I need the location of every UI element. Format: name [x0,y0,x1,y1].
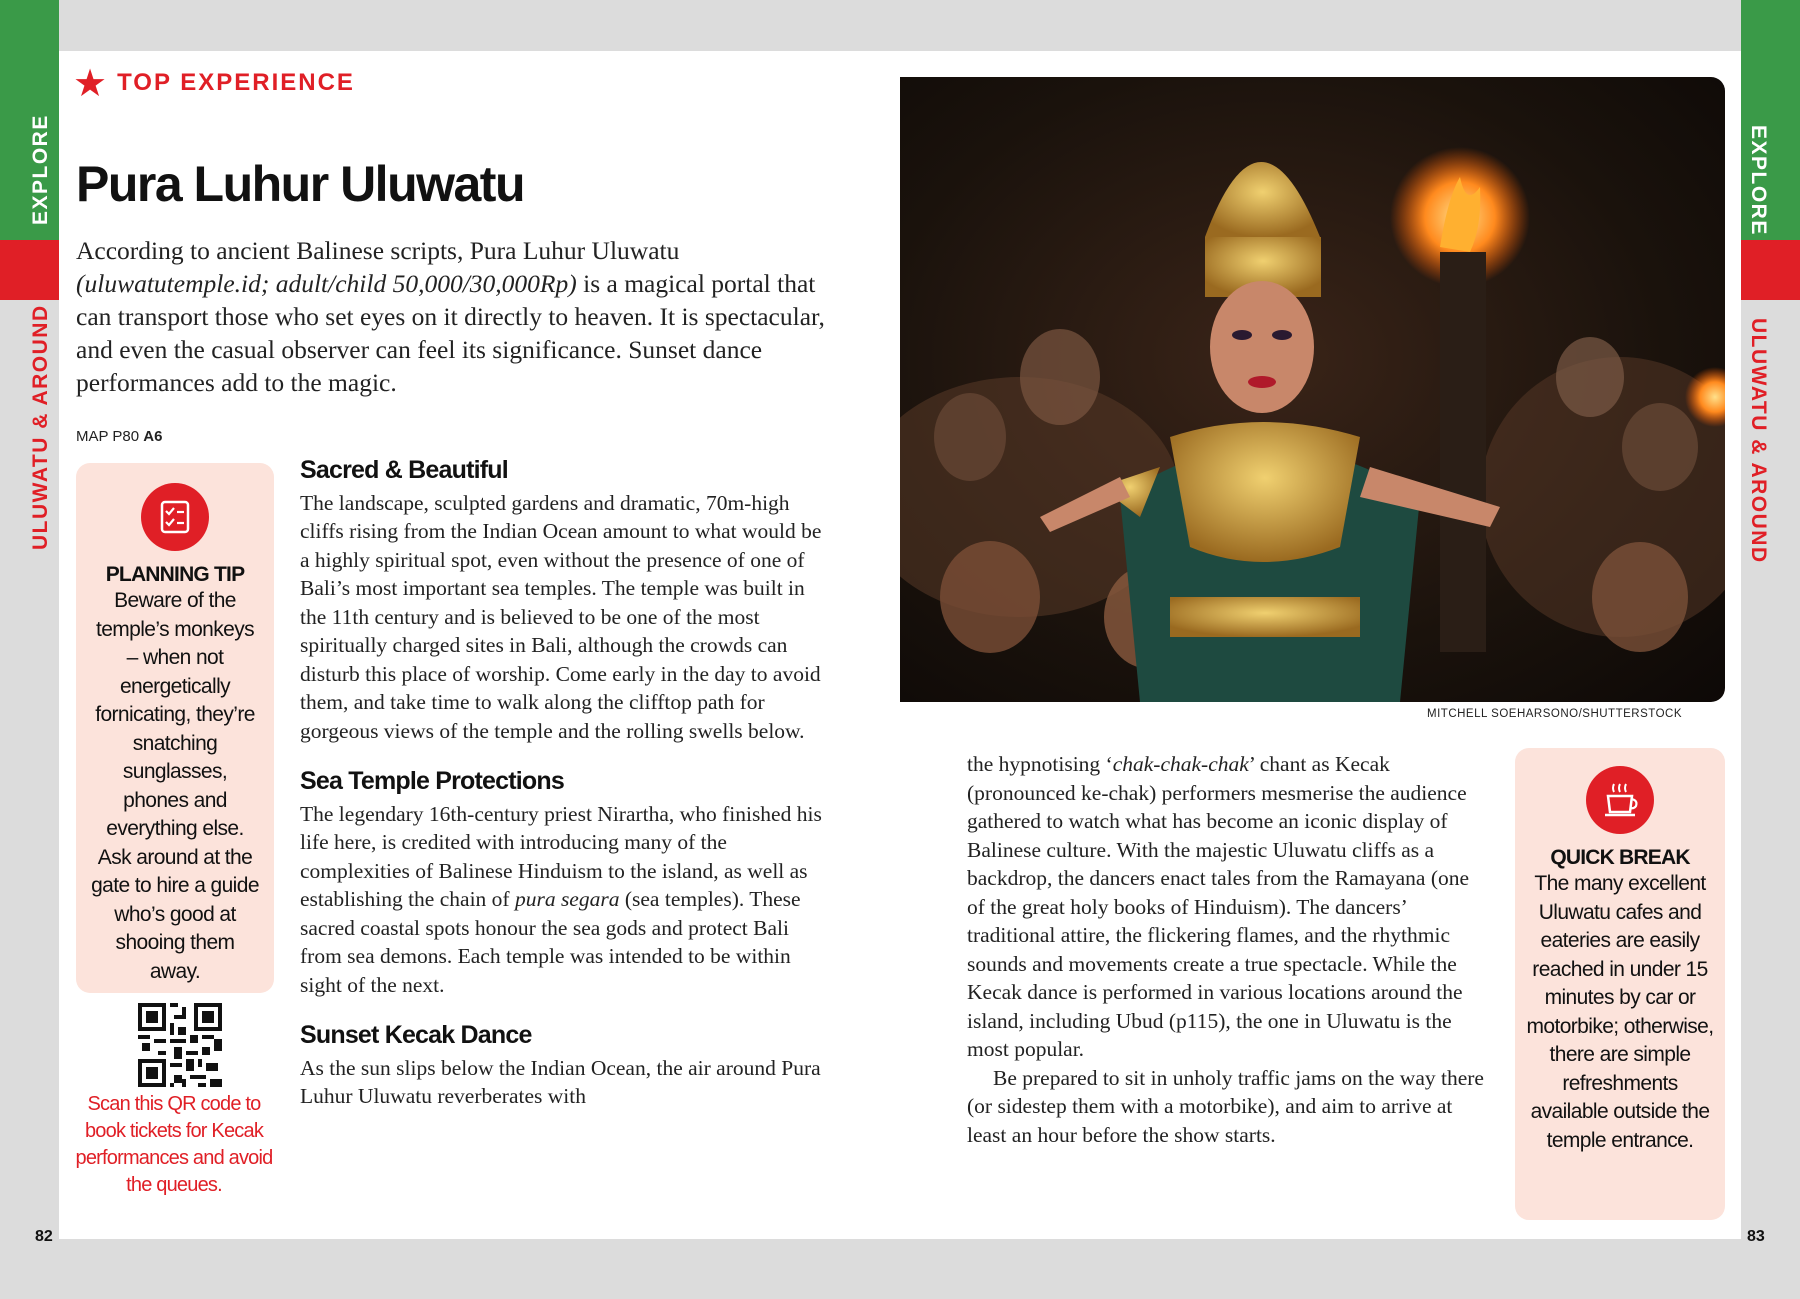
side-tab-region-right[interactable] [1741,300,1800,1299]
section-body-kecak-start: As the sun slips below the Indian Ocean, the air around Pura Luhur Uluwatu reverberates with [300,1055,821,1108]
map-ref-grid: A6 [143,428,163,445]
side-tab-explore-left[interactable] [0,0,59,240]
side-tab-explore-label: EXPLORE [29,114,52,225]
checklist-icon [141,483,209,551]
section-body-kecak-p2: Be prepared to sit in unholy traffic jams on the way there (or sidestep them with a motorbike), and aim to arrive at least an hour before the show starts. [967,1065,1484,1147]
side-tab-red-accent-left [0,240,59,300]
star-icon: ★ [73,61,108,105]
top-experience-kicker [73,61,355,105]
right-text-column [967,750,1487,1149]
quick-break-box [1515,748,1725,1220]
kecak-text-a: the hypnotising ‘ [967,752,1113,776]
photo-credit: MITCHELL SOEHARSONO/SHUTTERSTOCK [1427,708,1682,720]
section-body-sacred: The landscape, sculpted gardens and dramatic, 70m-high cliffs rising from the Indian Ocean amount to what would be a highly spiritual spot, even without the presence of one of Bali’s most important sea temples. The temple was built in the 11th century and is believed to be one of the most spiritually charged sites in Bali, although the crowds can disturb this place of worship. Come early in the day to avoid them, and take time to walk along the clifftop path for gorgeous views of the temple and the rolling swells below. [300,490,822,743]
kecak-text-b: ’ chant as Kecak (pronounced ke-chak) performers mesmerise the audience gathered to watch what has become an iconic display of Balinese culture. With the majestic Uluwatu cliffs as a backdrop, the dancers enact tales from the Ramayana (one of the great holy books of Hinduism). The dancers’ traditional attire, the flickering flames, and the rhythmic sounds and movements create a true spectacle. While the Kecak dance is performed in various locations around the island, including Ubud (p115), the one in Uluwatu is the most popular. [967,752,1470,1061]
side-tab-region-label: ULUWATU & AROUND [1747,318,1770,564]
planning-tip-heading: PLANNING TIP [105,563,245,586]
side-tab-region-label: ULUWATU & AROUND [29,304,52,550]
quick-break-body: The many excellent Uluwatu cafes and eateries are easily reached in under 15 minutes by car or motorbike; otherwise, there are simple refreshments available outside the temple entrance. [1526,872,1714,1152]
section-body-kecak-continued [967,750,1487,1064]
kecak-chant-italic: chak-chak-chak [1112,752,1249,776]
side-tab-explore-right[interactable] [1741,0,1800,240]
map-reference[interactable] [76,428,162,445]
section-heading-sacred: Sacred & Beautiful [300,456,508,484]
page-number-left: 82 [35,1228,53,1245]
map-ref-prefix: MAP P80 [76,428,144,445]
kecak-dancer-photo [900,77,1725,702]
page-number-right: 83 [1747,1228,1765,1245]
intro-website-price: (uluwatutemple.id; adult/child 50,000/30,000Rp) [76,269,577,298]
intro-text-2: is a magical portal that can transport those who set eyes on it directly to heaven. It is spectacular, and even the casual observer can feel its significance. Sunset dance performances add to the magic. [76,269,825,397]
protections-text-b: (sea temples). These sacred coastal spots honour the sea gods and protect Bali from sea demons. Each temple was intended to be within sight of the next. [300,887,801,997]
page-title: Pura Luhur Uluwatu [76,156,524,212]
side-tab-explore-label: EXPLORE [1747,125,1770,236]
section-body-protections [300,800,830,1000]
side-tab-region-left[interactable] [0,300,59,1299]
coffee-cup-icon [1586,766,1654,834]
quick-break-heading: QUICK BREAK [1550,846,1690,869]
planning-tip-box [76,463,274,993]
section-heading-protections: Sea Temple Protections [300,767,564,795]
intro-paragraph [76,234,826,399]
protections-italic-term: pura segara [514,887,620,911]
side-tab-red-accent-right [1741,240,1800,300]
protections-text-a: The legendary 16th-century priest Nirartha, who finished his life here, is credited with introducing many of the complexities of Balinese Hinduism to the island, as well as establishing the chain of [300,801,822,911]
qr-caption: Scan this QR code to book tickets for Kecak performances and avoid the queues. [75,1093,273,1196]
left-text-column [300,456,830,1111]
kicker-label: TOP EXPERIENCE [117,69,355,96]
qr-code-icon[interactable] [138,1003,222,1087]
intro-text-1: According to ancient Balinese scripts, Pura Luhur Uluwatu [76,236,680,265]
section-heading-kecak: Sunset Kecak Dance [300,1021,532,1049]
planning-tip-body: Beware of the temple’s monkeys – when not energetically fornicating, they’re snatching sunglasses, phones and everything else. Ask around at the gate to hire a guide who’s good at shooing them away. [91,589,259,983]
